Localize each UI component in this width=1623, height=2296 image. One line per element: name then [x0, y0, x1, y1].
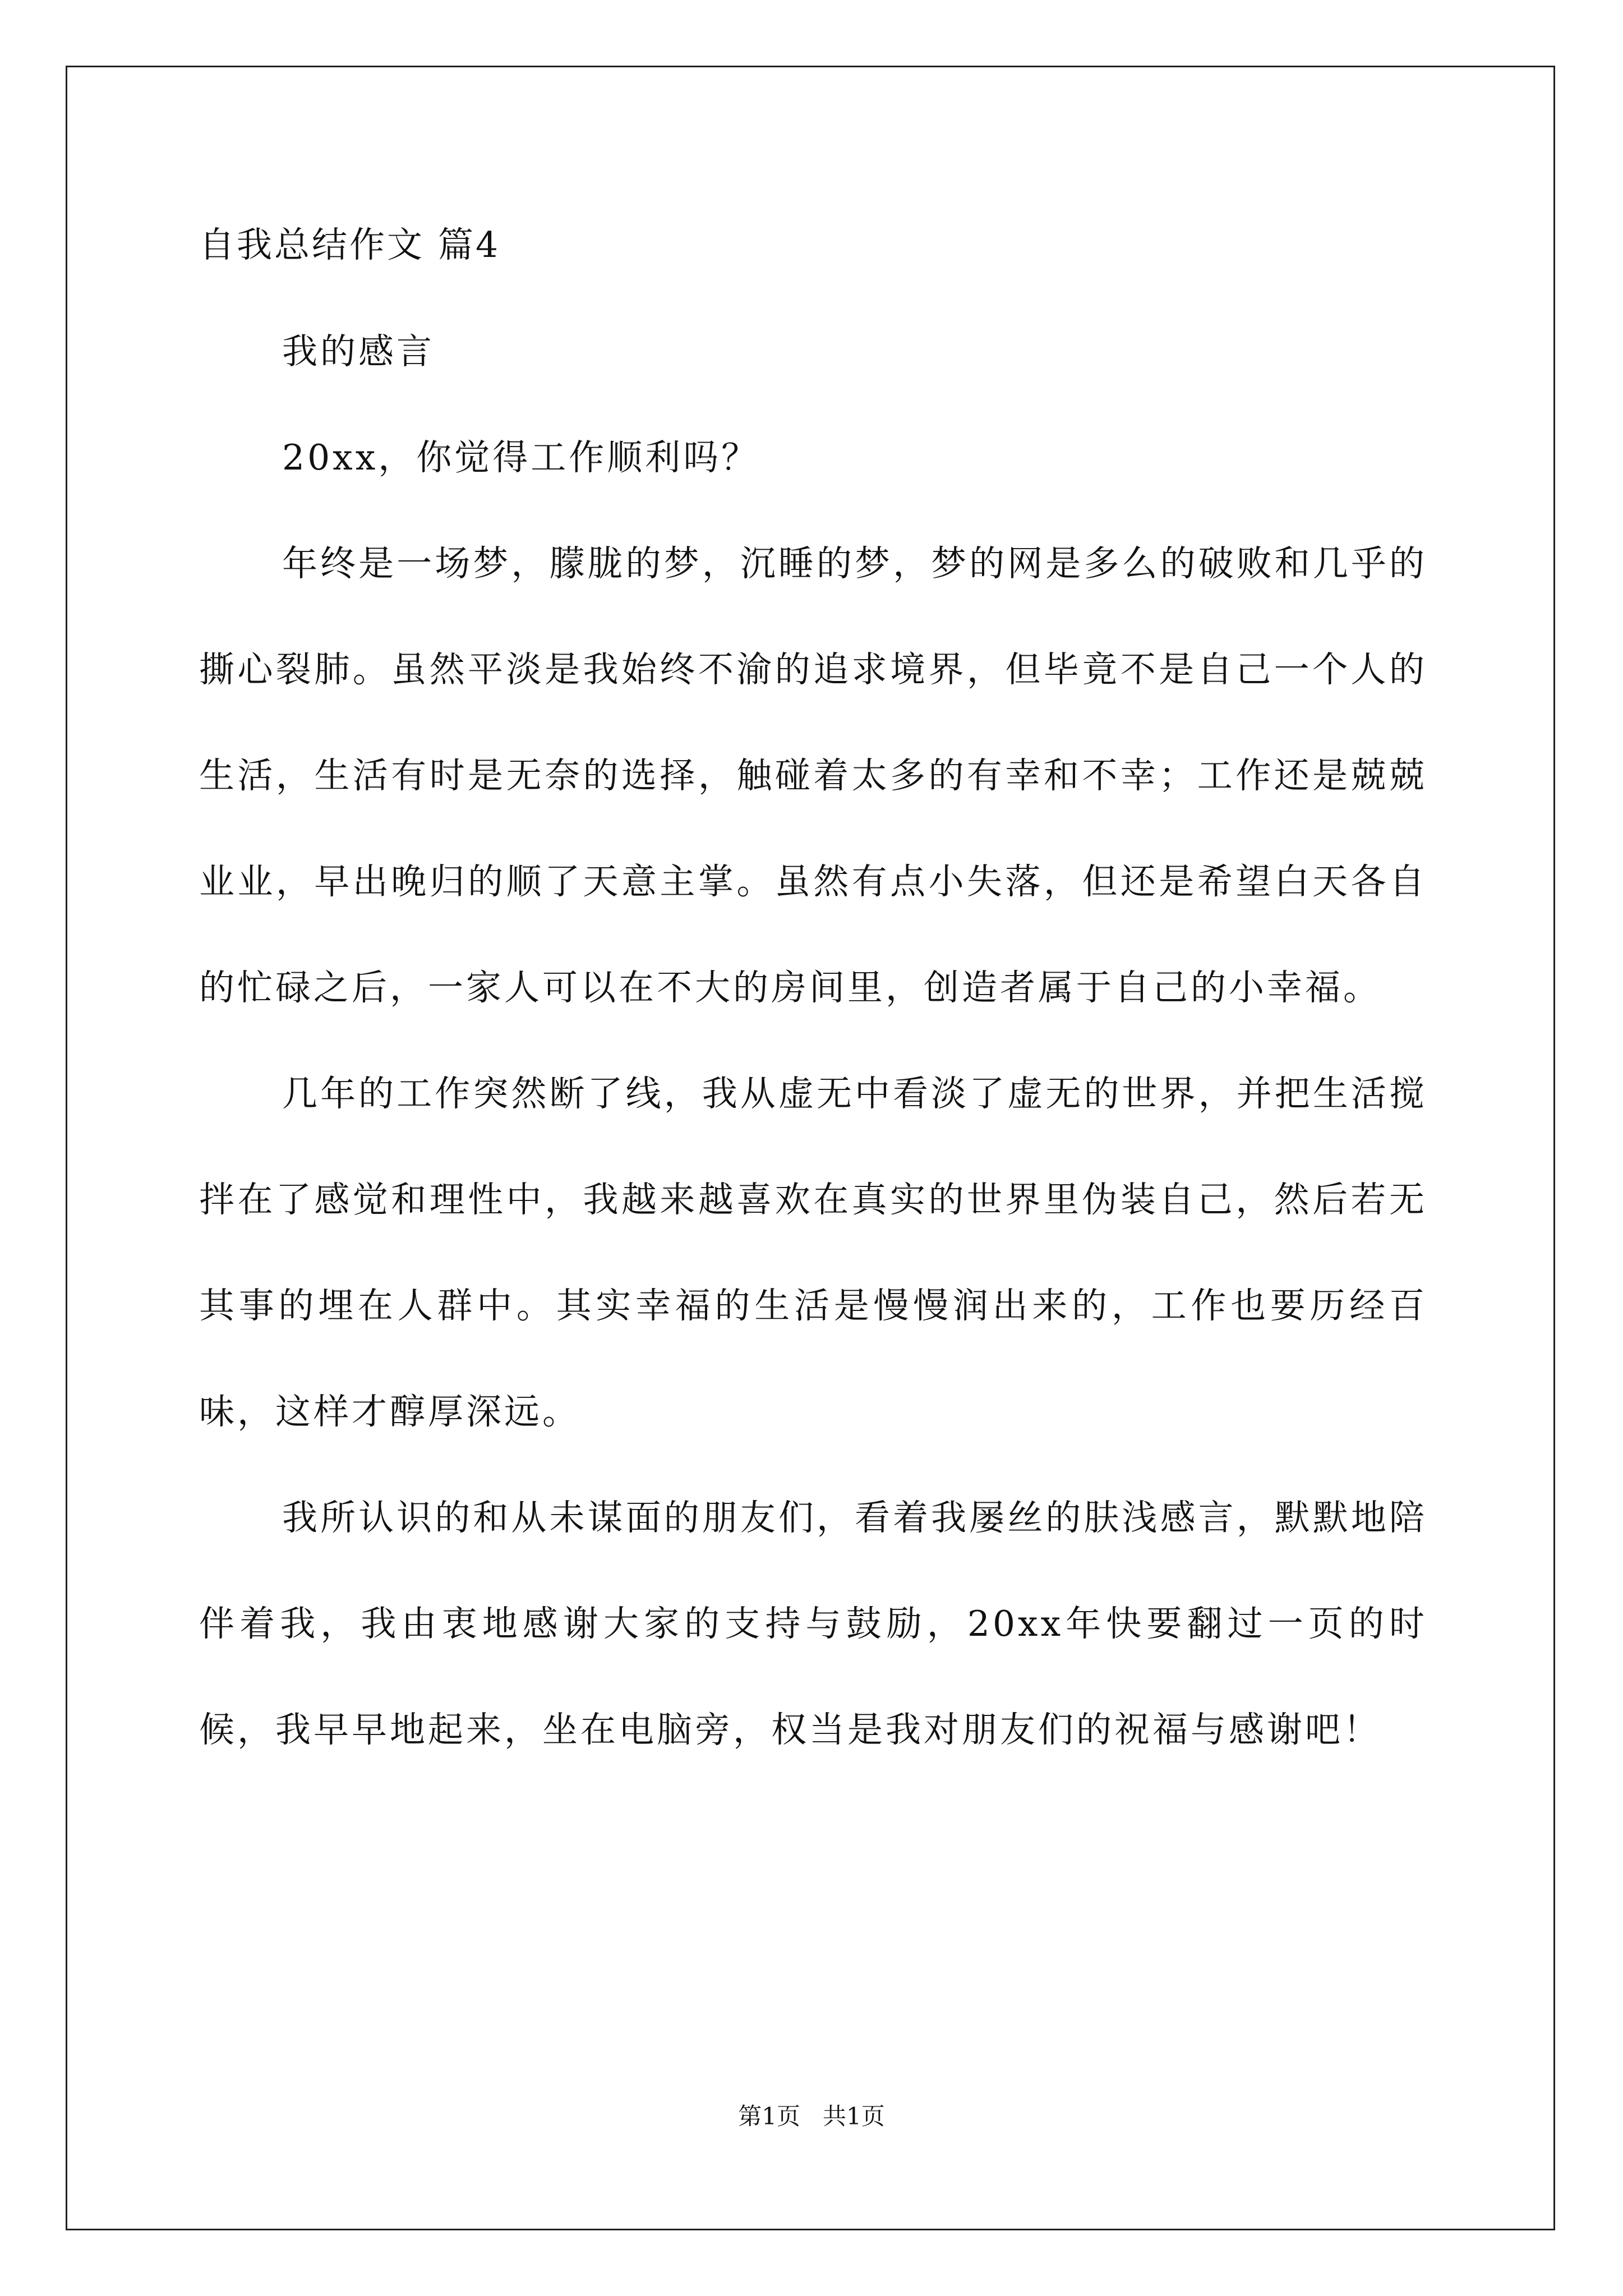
paragraph-subtitle: 我的感言 — [282, 331, 435, 372]
paragraph-question: 20xx，你觉得工作顺利吗？ — [282, 437, 760, 478]
document-body — [199, 222, 1427, 1783]
paragraph-3: 我所认识的和从未谋面的朋友们，看着我屡丝的肤浅感言，默默地陪伴着我，我由衷地感谢大家的支持与鼓励，20xx年快要翻过一页的时候，我早早地起来，坐在电脑旁，权当是我对朋友们的祝福与感谢吧！ — [199, 1497, 1427, 1750]
paragraph-1: 年终是一场梦，朦胧的梦，沉睡的梦，梦的网是多么的破败和几乎的撕心裂肺。虽然平淡是我始终不渝的追求境界，但毕竟不是自己一个人的生活，生活有时是无奈的选择，触碰着太多的有幸和不幸；工作还是兢兢业业，早出晚归的顺了天意主掌。虽然有点小失落，但还是希望白天各自的忙碌之后，一家人可以在不大的房间里，创造者属于自己的小幸福。 — [199, 543, 1427, 1008]
paragraph-2: 几年的工作突然断了线，我从虚无中看淡了虚无的世界，并把生活搅拌在了感觉和理性中，我越来越喜欢在真实的世界里伪装自己，然后若无其事的埋在人群中。其实幸福的生活是慢慢润出来的，工作也要历经百味，这样才醇厚深远。 — [199, 1073, 1427, 1432]
page-number-footer: 第1页 共1页 — [738, 2102, 885, 2130]
document-title: 自我总结作文 篇4 — [199, 224, 501, 265]
